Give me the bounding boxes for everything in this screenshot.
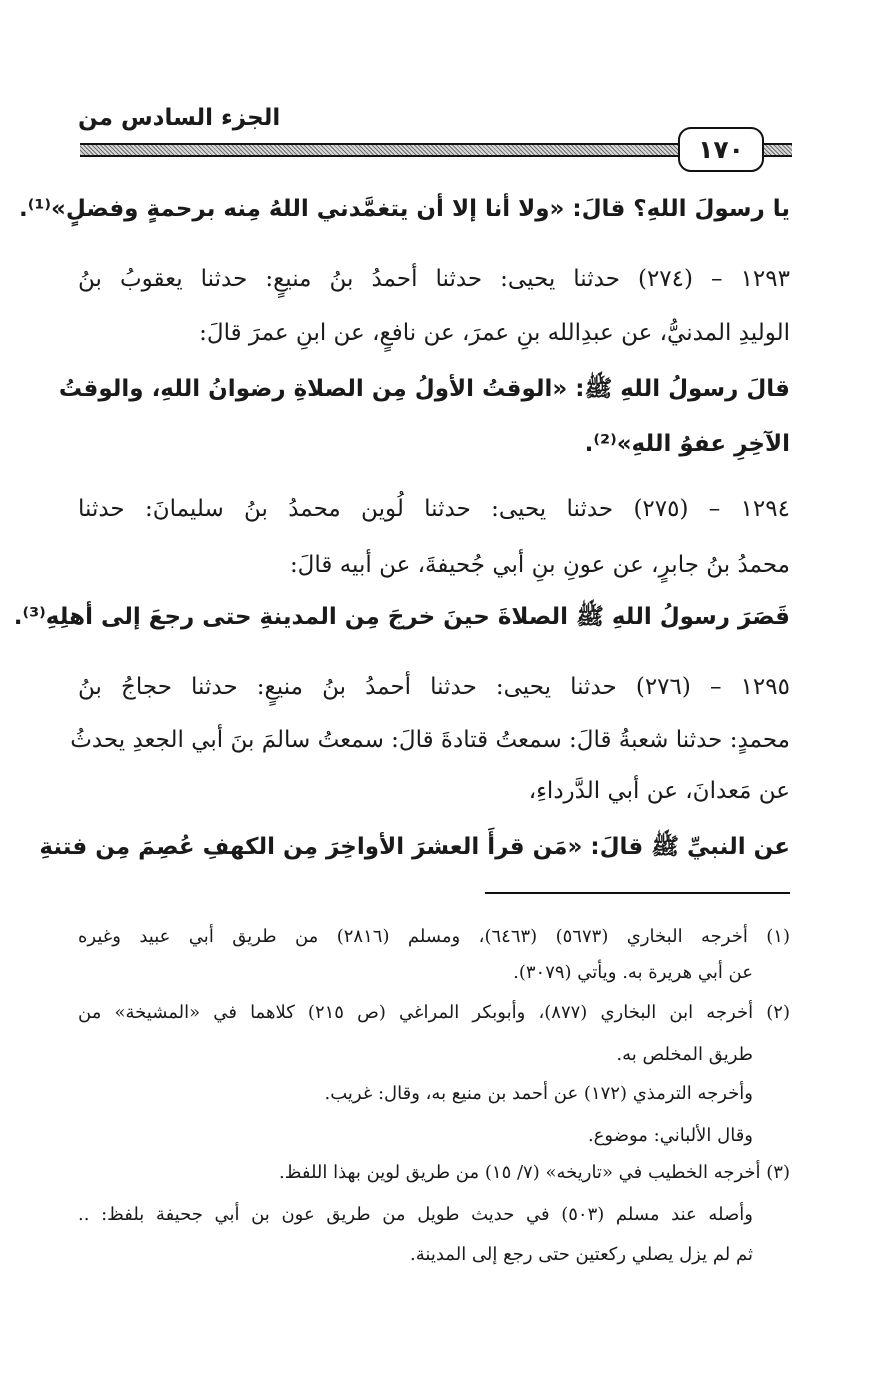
footnote-line: وأخرجه الترمذي (١٧٢) عن أحمد بن منيع به، وقال: غريب. [324,1083,753,1104]
isnad-line: ١٢٩٥ – (٢٧٦) حدثنا يحيى: حدثنا أحمدُ بنُ منيعٍ: حدثنا حجاجُ بنُ [78,674,790,700]
running-header-title: الجزء السادس من [78,105,281,131]
hadith-text-line: قالَ رسولُ اللهِ ﷺ: «الوقتُ الأولُ مِن الصلاةِ رضوانُ اللهِ، والوقتُ [58,376,790,402]
footnote-line: (١) أخرجه البخاري (٥٦٧٣) (٦٤٦٣)، ومسلم (٢٨١٦) من طريق أبي عبيد وغيره [78,926,790,947]
hadith-text-line: عن النبيِّ ﷺ قالَ: «مَن قرأَ العشرَ الأواخِرَ مِن الكهفِ عُصِمَ مِن فتنةِ [39,834,790,860]
isnad-line: ١٢٩٣ – (٢٧٤) حدثنا يحيى: حدثنا أحمدُ بنُ منيعٍ: حدثنا يعقوبُ بنُ [78,266,790,292]
footnote-line: وأصله عند مسلم (٥٠٣) في حديث طويل من طريق عون بن أبي جحيفة بلفظ: .. [78,1204,753,1225]
footnote-line: طريق المخلص به. [616,1044,753,1065]
footnote-line: (٣) أخرجه الخطيب في «تاريخه» (٧/ ١٥) من طريق لوين بهذا اللفظ. [279,1162,790,1183]
hadith-text-line: الآخِرِ عفوُ اللهِ»⁽²⁾. [584,431,790,457]
isnad-line: الوليدِ المدنيُّ، عن عبدِالله بنِ عمرَ، عن نافعٍ، عن ابنِ عمرَ قالَ: [199,320,790,346]
header-rule [80,143,680,157]
isnad-line: ١٢٩٤ – (٢٧٥) حدثنا يحيى: حدثنا لُوين محمدُ بنُ سليمانَ: حدثنا [78,496,790,522]
hadith-text-line: قَصَرَ رسولُ اللهِ ﷺ الصلاةَ حينَ خرجَ مِن المدينةِ حتى رجعَ إلى أهلِهِ⁽³⁾. [13,604,790,630]
footnote-line: وقال الألباني: موضوع. [587,1125,753,1146]
isnad-line: عن مَعدانَ، عن أبي الدَّرداءِ، [528,778,790,804]
isnad-line: محمدُ بنُ جابرٍ، عن عونِ بنِ أبي جُحيفةَ، عن أبيه قالَ: [289,552,790,578]
header-rule-end [762,143,792,157]
page-number: ١٧٠ [678,127,764,172]
footnote-line: ثم لم يزل يصلي ركعتين حتى رجع إلى المدينة. [410,1244,753,1265]
footnote-line: (٢) أخرجه ابن البخاري (٨٧٧)، وأبوبكر المراغي (ص ٢١٥) كلاهما في «المشيخة» من [78,1002,790,1023]
footnote-separator [485,892,790,894]
isnad-line: محمدٍ: حدثنا شعبةُ قالَ: سمعتُ قتادةَ قالَ: سمعتُ سالمَ بنَ أبي الجعدِ يحدثُ [70,727,790,753]
footnote-line: عن أبي هريرة به. ويأتي (٣٠٧٩). [513,962,753,983]
hadith-text-line: يا رسولَ اللهِ؟ قالَ: «ولا أنا إلا أن يتغمَّدني اللهُ مِنه برحمةٍ وفضلٍ»⁽¹⁾. [18,196,790,222]
